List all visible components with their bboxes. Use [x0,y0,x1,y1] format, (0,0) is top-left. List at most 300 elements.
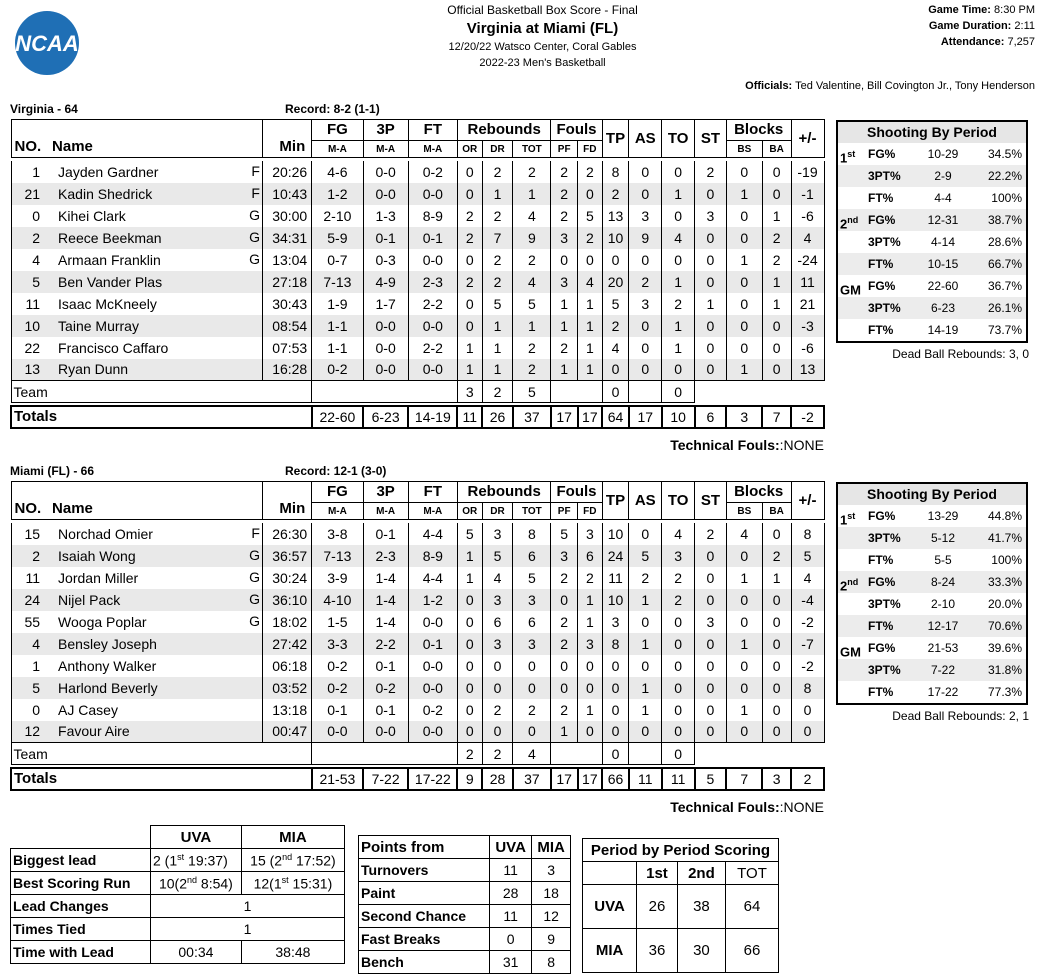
stat-st: 0 [695,183,727,205]
box-score-virginia [10,119,825,429]
stat-or: 0 [457,611,482,633]
col-1st: 1st [637,862,678,885]
player-number: 13 [11,359,52,381]
stat-pf: 5 [551,523,578,545]
player-row [11,567,824,589]
stat-pm: 4 [791,567,824,589]
stat-ba: 2 [762,227,791,249]
stat-tot: 1 [513,315,551,337]
shooting-stat: FG% [868,641,896,655]
time-with-lead-label: Time with Lead [11,941,151,964]
stat-dr: 3 [482,523,513,545]
stat-dr: 3 [482,633,513,655]
attendance: 7,257 [1007,36,1035,48]
team-empty [312,743,458,765]
game-header [330,2,755,72]
stat-as: 1 [629,633,662,655]
subheader-fd: FD [578,503,603,520]
player-name: Harlond Beverly [58,679,158,696]
stat-pm: 11 [791,271,824,293]
stat-bs: 0 [726,721,762,743]
shooting-row [838,209,1026,231]
total-pm: 2 [791,768,824,790]
stat-ft: 2-2 [408,337,457,359]
stat-tp: 10 [602,589,629,611]
player-name-cell [52,293,262,315]
stat-ba: 0 [762,523,791,545]
team-row [11,743,824,765]
total-ba: 3 [762,768,791,790]
stat-to: 0 [662,655,695,677]
player-name-cell [52,699,262,721]
stat-fd: 1 [578,699,603,721]
shooting-percent: 73.7% [987,323,1022,337]
total-fd: 17 [578,406,603,428]
shooting-row [838,275,1026,297]
stat-st: 3 [695,205,727,227]
shooting-percent: 38.7% [987,213,1022,227]
venue-line: 12/20/22 Watsco Center, Coral Gables [448,41,637,53]
header-st: ST [695,120,727,158]
stat-ft: 8-9 [408,205,457,227]
player-row [11,205,824,227]
stat-ba: 0 [762,633,791,655]
stat-3p: 2-2 [363,633,408,655]
stat-fg: 4-6 [312,161,363,183]
stat-pf: 0 [551,249,578,271]
stat-fd: 0 [578,183,603,205]
doc-type: Official Basketball Box Score - Final [447,3,638,17]
player-number: 0 [11,699,52,721]
stat-st: 0 [695,721,727,743]
player-number: 11 [11,567,52,589]
stat-as: 0 [629,337,662,359]
game-time-label: Game Time: [928,4,991,16]
header-fouls: Fouls [551,120,602,141]
shooting-percent: 31.8% [987,663,1022,677]
total-dr: 28 [482,768,513,790]
stat-pm: 0 [791,721,824,743]
stat-to: 0 [662,205,695,227]
stat-or: 0 [457,589,482,611]
period-scoring-title: Period by Period Scoring [583,839,779,862]
stat-pm: -2 [791,611,824,633]
player-position: F [251,184,260,201]
team-dr: 2 [482,743,513,765]
stat-dr: 5 [482,545,513,567]
player-minutes: 30:24 [262,567,311,589]
total-or: 9 [457,768,482,790]
team-row [11,381,824,403]
player-name-cell [52,359,262,381]
subheader-ma: M-A [312,503,363,520]
period-suffix: st [847,511,856,521]
player-number: 12 [11,721,52,743]
shooting-stat: 3PT% [868,169,901,183]
player-number: 1 [11,655,52,677]
points-from-mia: 18 [532,882,571,905]
player-minutes: 13:04 [262,249,311,271]
stat-bs: 1 [726,567,762,589]
stat-ft: 0-0 [408,611,457,633]
shooting-row [838,319,1026,341]
total-pm: -2 [791,406,824,428]
subheader-tot: TOT [513,503,551,520]
stat-as: 1 [629,699,662,721]
player-row [11,183,824,205]
player-position: G [249,612,260,629]
shooting-made-attempted: 2-10 [930,597,956,611]
header-row [11,120,824,141]
stat-pf: 0 [551,655,578,677]
shooting-percent: 66.7% [987,257,1022,271]
header-rebounds: Rebounds [457,482,550,503]
stat-pf: 0 [551,589,578,611]
time-with-lead-uva: 00:34 [151,941,242,964]
team-tot: 4 [513,743,551,765]
stat-as: 2 [629,567,662,589]
period-1st: 36 [637,929,678,973]
shooting-made-attempted: 21-53 [927,641,959,655]
shooting-stat: 3PT% [868,663,901,677]
team-empty [629,381,662,403]
player-name: Bensley Joseph [58,635,157,652]
stat-to: 0 [662,677,695,699]
player-number: 55 [11,611,52,633]
shooting-stat: FT% [868,553,894,567]
player-name-cell [52,337,262,359]
stat-as: 0 [629,249,662,271]
shooting-made-attempted: 6-23 [930,301,956,315]
player-row [11,545,824,567]
player-minutes: 36:57 [262,545,311,567]
stat-dr: 1 [482,183,513,205]
stat-pf: 1 [551,315,578,337]
player-name: Isaiah Wong [58,547,136,564]
shooting-made-attempted: 8-24 [930,575,956,589]
stat-ba: 1 [762,567,791,589]
stat-ba: 0 [762,315,791,337]
shooting-made-attempted: 17-22 [927,685,959,699]
stat-ft: 0-1 [408,633,457,655]
period-1st: 26 [637,885,678,929]
total-as: 11 [629,768,662,790]
points-from-mia: 9 [532,928,571,951]
team-label: Team [11,381,312,403]
period-2nd: 38 [677,885,725,929]
stat-st: 2 [695,161,727,183]
team-or: 3 [457,381,482,403]
stat-ba: 0 [762,161,791,183]
shooting-made-attempted: 7-22 [930,663,956,677]
stat-to: 1 [662,271,695,293]
player-row [11,523,824,545]
stat-dr: 1 [482,315,513,337]
total-3p: 6-23 [363,406,408,428]
shooting-title: Shooting By Period [838,484,1026,505]
stat-or: 0 [457,161,482,183]
stat-fg: 1-9 [312,293,363,315]
stat-to: 0 [662,359,695,381]
stat-ba: 2 [762,249,791,271]
stat-tp: 0 [602,699,629,721]
header-min: Min [262,482,311,520]
player-number: 15 [11,523,52,545]
stat-pm: -2 [791,655,824,677]
shooting-row [838,527,1026,549]
player-name-cell [52,183,262,205]
stat-ft: 0-0 [408,677,457,699]
stat-3p: 4-9 [363,271,408,293]
officials-line [745,80,1035,92]
stat-3p: 0-1 [363,227,408,249]
stat-dr: 5 [482,293,513,315]
player-name: Ben Vander Plas [58,273,163,290]
stat-ft: 0-2 [408,699,457,721]
stat-as: 0 [629,183,662,205]
stat-pm: 21 [791,293,824,315]
player-name: Taine Murray [58,317,139,334]
player-name: Anthony Walker [58,657,157,674]
stat-as: 5 [629,545,662,567]
points-from-table [358,835,571,974]
total-st: 5 [695,768,727,790]
stat-tot: 3 [513,633,551,655]
stat-dr: 6 [482,611,513,633]
stat-tot: 8 [513,523,551,545]
totals-row [11,768,824,790]
best-run-uva: 10(2nd 8:54) [151,872,242,895]
total-tot: 37 [513,406,551,428]
stat-3p: 1-4 [363,611,408,633]
stat-to: 0 [662,249,695,271]
team-title-virginia: Virginia - 64 [10,102,78,116]
period-number: GM [840,644,861,660]
player-minutes: 00:47 [262,721,311,743]
subheader-ba: BA [762,141,791,158]
player-row [11,633,824,655]
stat-3p: 1-3 [363,205,408,227]
stat-bs: 4 [726,523,762,545]
subheader-ma: M-A [363,503,408,520]
stat-tot: 9 [513,227,551,249]
player-number: 1 [11,161,52,183]
shooting-row [838,659,1026,681]
stat-tot: 2 [513,337,551,359]
stat-or: 2 [457,271,482,293]
stat-dr: 2 [482,205,513,227]
stat-st: 0 [695,359,727,381]
officials-label: Officials: [745,80,793,92]
stat-fg: 0-7 [312,249,363,271]
subheader-pf: PF [551,141,578,158]
stat-or: 0 [457,249,482,271]
stat-to: 2 [662,293,695,315]
stat-pf: 2 [551,699,578,721]
shooting-made-attempted: 12-17 [927,619,959,633]
stat-ft: 0-0 [408,315,457,337]
stat-ba: 0 [762,611,791,633]
shooting-made-attempted: 10-15 [927,257,959,271]
points-from-uva: 11 [489,859,531,882]
time-with-lead-mia: 38:48 [241,941,344,964]
period-number: 2 [840,216,848,232]
stat-fg: 1-2 [312,183,363,205]
stat-bs: 0 [726,293,762,315]
stat-or: 5 [457,523,482,545]
stat-pm: -6 [791,205,824,227]
stat-pm: -24 [791,249,824,271]
points-from-header: Points from [359,836,490,859]
stat-tp: 3 [602,611,629,633]
player-row [11,249,824,271]
stat-pm: 8 [791,677,824,699]
period-tot: 64 [726,885,779,929]
stat-3p: 0-3 [363,249,408,271]
stat-or: 0 [457,315,482,337]
shooting-stat: FG% [868,279,896,293]
stat-3p: 0-0 [363,161,408,183]
stat-3p: 1-4 [363,567,408,589]
stat-to: 1 [662,315,695,337]
stat-fd: 6 [578,545,603,567]
shooting-percent: 36.7% [987,279,1022,293]
stat-st: 0 [695,545,727,567]
player-number: 5 [11,677,52,699]
player-minutes: 26:30 [262,523,311,545]
stat-tp: 8 [602,633,629,655]
stat-as: 9 [629,227,662,249]
shooting-stat: FT% [868,685,894,699]
stat-fd: 0 [578,249,603,271]
game-info [928,2,1035,50]
stat-tp: 0 [602,249,629,271]
shooting-percent: 34.5% [987,147,1022,161]
team-tp: 0 [602,381,629,403]
player-minutes: 07:53 [262,337,311,359]
stat-3p: 0-0 [363,359,408,381]
stat-to: 2 [662,589,695,611]
stat-pf: 3 [551,545,578,567]
stat-fd: 3 [578,523,603,545]
stat-bs: 1 [726,699,762,721]
player-name-cell [52,633,262,655]
stat-tp: 2 [602,315,629,337]
shooting-by-period-virginia [836,120,1028,343]
team-to: 0 [662,743,695,765]
stat-as: 2 [629,271,662,293]
player-name: Jayden Gardner [58,163,159,180]
player-minutes: 36:10 [262,589,311,611]
stat-fg: 1-1 [312,315,363,337]
team-dr: 2 [482,381,513,403]
player-name: Wooga Poplar [58,613,147,630]
points-from-uva: 28 [489,882,531,905]
subheader-ma: M-A [312,141,363,158]
stat-pm: -7 [791,633,824,655]
stat-ft: 4-4 [408,523,457,545]
stat-pf: 2 [551,205,578,227]
stat-tot: 2 [513,359,551,381]
player-minutes: 08:54 [262,315,311,337]
total-tot: 37 [513,768,551,790]
stat-as: 0 [629,161,662,183]
shooting-stat: FG% [868,213,896,227]
times-tied-value: 1 [151,918,345,941]
player-minutes: 18:02 [262,611,311,633]
header-no: NO. [11,120,52,158]
stat-as: 0 [629,721,662,743]
stat-as: 1 [629,677,662,699]
stat-3p: 0-1 [363,655,408,677]
stat-pm: 5 [791,545,824,567]
stat-as: 3 [629,293,662,315]
stat-fd: 2 [578,227,603,249]
stat-bs: 0 [726,205,762,227]
player-name-cell [52,315,262,337]
stat-ft: 0-0 [408,249,457,271]
player-name-cell [52,567,262,589]
stat-st: 0 [695,249,727,271]
team-record-virginia: Record: 8-2 (1-1) [285,102,380,116]
header-as: AS [629,120,662,158]
team-tp: 0 [602,743,629,765]
stat-or: 0 [457,183,482,205]
stat-st: 1 [695,293,727,315]
player-number: 10 [11,315,52,337]
shooting-row [838,143,1026,165]
period-number: 2 [840,578,848,594]
stat-to: 0 [662,721,695,743]
subheader-tot: TOT [513,141,551,158]
player-row [11,271,824,293]
subheader-or: OR [457,503,482,520]
player-name: Francisco Caffaro [58,339,169,356]
period-suffix: nd [847,577,859,587]
shooting-percent: 100% [991,553,1022,567]
stat-bs: 0 [726,315,762,337]
stat-or: 0 [457,677,482,699]
total-tp: 66 [602,768,629,790]
stat-bs: 1 [726,249,762,271]
stat-bs: 0 [726,337,762,359]
period-team: UVA [583,885,637,929]
stat-dr: 2 [482,249,513,271]
shooting-made-attempted: 10-29 [927,147,959,161]
shooting-percent: 44.8% [987,509,1022,523]
team-empty [551,743,602,765]
stat-fd: 0 [578,721,603,743]
shooting-made-attempted: 14-19 [927,323,959,337]
stat-as: 3 [629,205,662,227]
shooting-made-attempted: 4-4 [934,191,952,205]
stat-3p: 0-0 [363,721,408,743]
stat-bs: 0 [726,545,762,567]
shooting-stat: 3PT% [868,235,901,249]
stat-bs: 0 [726,227,762,249]
player-position: G [249,546,260,563]
period-team: MIA [583,929,637,973]
subheader-fd: FD [578,141,603,158]
player-name-cell [52,677,262,699]
player-number: 2 [11,545,52,567]
stat-tp: 10 [602,523,629,545]
player-name: Norchad Omier [58,525,153,542]
points-from-label: Paint [359,882,490,905]
stat-bs: 1 [726,183,762,205]
period-suffix: nd [847,215,859,225]
stat-to: 1 [662,337,695,359]
